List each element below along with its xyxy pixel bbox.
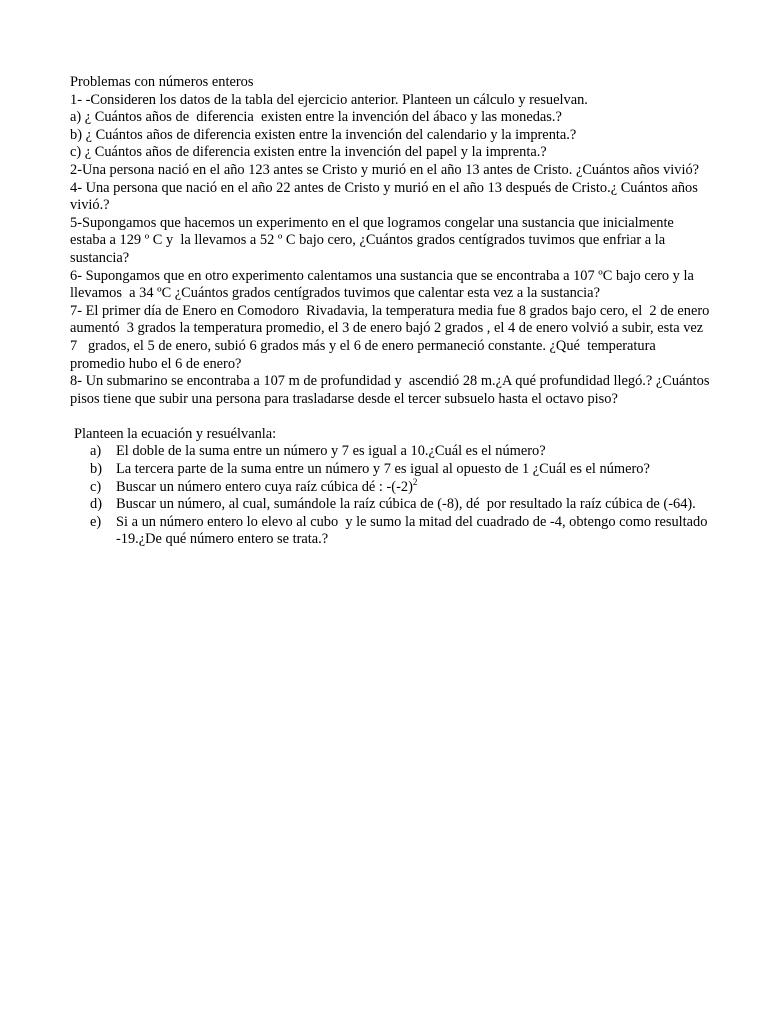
equation-text: Buscar un número entero cuya raíz cúbica dé : -(-2) — [116, 478, 413, 495]
equation-text: Buscar un número, al cual, sumándole la raíz cúbica de (-8), dé por resultado la raíz cúbica de (-64). — [116, 496, 696, 513]
equation-item-b — [70, 461, 710, 479]
problem-1a: a) ¿ Cuántos años de diferencia existen entre la invención del ábaco y las monedas.? — [70, 109, 562, 126]
list-marker: d) — [90, 496, 102, 513]
problem-1b: b) ¿ Cuántos años de diferencia existen entre la invención del calendario y la imprenta.? — [70, 126, 577, 143]
problem-1c: c) ¿ Cuántos años de diferencia existen entre la invención del papel y la imprenta.? — [70, 144, 547, 161]
problem-2: 2-Una persona nació en el año 123 antes se Cristo y murió en el año 13 antes de Cristo. ¿Cuántos años vivió? — [70, 161, 700, 178]
document-title: Problemas con números enteros — [70, 74, 254, 90]
equation-text: El doble de la suma entre un número y 7 es igual a 10.¿Cuál es el número? — [116, 443, 546, 460]
equation-item-c — [70, 476, 710, 497]
equation-text: Si a un número entero lo elevo al cubo y le sumo la mitad del cuadrado de -4, obtengo como resultado -19.¿De qué número entero se trata.? — [116, 513, 712, 548]
problem-7: 7- El primer día de Enero en Comodoro Rivadavia, la temperatura media fue 8 grados bajo cero, el 2 de enero aumentó 3 grados la temperatura promedio, el 3 de enero bajó 2 grados , el 4 de enero volvió a subir, esta vez 7 grados, el 5 de enero, subió 6 grados más y el 6 de enero permaneció constante. ¿Qué temperatura promedio hubo el 6 de enero? — [70, 302, 713, 372]
section-spacer — [70, 408, 710, 426]
problem-4: 4- Una persona que nació en el año 22 antes de Cristo y murió en el año 13 después de Cristo.¿ Cuántos años vivió.? — [70, 179, 702, 214]
exponent: 2 — [412, 476, 418, 487]
equation-item-e — [70, 514, 710, 549]
list-marker: c) — [90, 478, 102, 495]
equation-text: La tercera parte de la suma entre un número y 7 es igual al opuesto de 1 ¿Cuál es el número? — [116, 461, 650, 478]
list-marker: e) — [90, 513, 102, 530]
equation-item-d — [70, 496, 710, 514]
equations-list — [70, 443, 710, 549]
equations-heading: Planteen la ecuación y resuélvanla: — [74, 425, 277, 442]
problem-1: 1- -Consideren los datos de la tabla del ejercicio anterior. Planteen un cálculo y resuelvan. — [70, 91, 588, 108]
list-marker: b) — [90, 461, 102, 478]
problem-8: 8- Un submarino se encontraba a 107 m de profundidad y ascendió 28 m.¿A qué profundidad llegó.? ¿Cuántos pisos tiene que subir una persona para trasladarse desde el tercer subsuelo hasta el octavo piso? — [70, 373, 714, 407]
equation-text-with-exponent — [116, 476, 710, 497]
list-marker: a) — [90, 443, 102, 460]
problem-6: 6- Supongamos que en otro experimento calentamos una sustancia que se encontraba a 107 ºC bajo cero y la llevamos a 34 ºC ¿Cuántos grados centígrados tuvimos que calentar esta vez a la sustancia? — [70, 267, 698, 302]
document-body — [70, 74, 714, 549]
equation-item-a — [70, 443, 710, 461]
problem-5: 5-Supongamos que hacemos un experimento en el que logramos congelar una sustancia que inicialmente estaba a 129 º C y la llevamos a 52 º C bajo cero, ¿Cuántos grados centígrados tuvimos que enfriar a la sustancia? — [70, 214, 678, 266]
